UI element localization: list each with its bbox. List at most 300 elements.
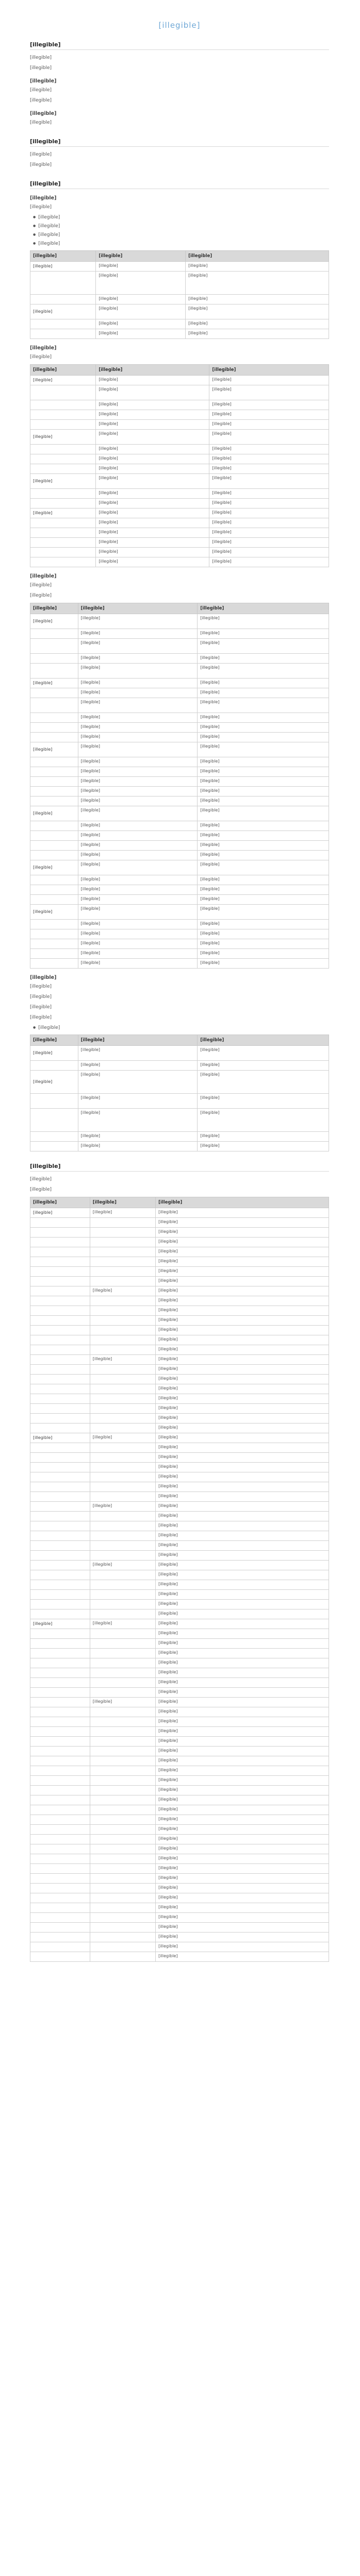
table-cell	[30, 410, 96, 420]
table-cell	[30, 1580, 90, 1590]
table-cell	[30, 1355, 90, 1365]
table-cell: [illegible]	[90, 1619, 155, 1629]
table-cell	[90, 1541, 155, 1551]
table-cell: [illegible]	[198, 885, 329, 895]
table-row	[30, 1649, 329, 1658]
table-cell: [illegible]	[156, 1414, 329, 1423]
table-cell: [illegible]	[156, 1394, 329, 1404]
paragraph: [illegible]	[30, 1015, 52, 1020]
table-row	[30, 723, 329, 733]
table-cell: [illegible]	[30, 679, 78, 688]
bullet-item: ● [illegible]	[33, 240, 329, 247]
table-cell	[30, 1717, 90, 1727]
table-cell	[30, 1707, 90, 1717]
table-cell: [illegible]	[186, 304, 329, 319]
table-cell	[30, 538, 96, 548]
section-heading: [illegible]	[30, 180, 329, 189]
table-cell: [illegible]	[156, 1844, 329, 1854]
table-cell: [illegible]	[156, 1923, 329, 1933]
table-row	[30, 1756, 329, 1766]
table-row	[30, 1375, 329, 1384]
table-row	[30, 1521, 329, 1531]
table-cell: [illegible]	[96, 295, 186, 304]
table-row	[30, 376, 329, 385]
table-cell	[30, 920, 78, 929]
table-cell	[90, 1316, 155, 1326]
table-cell: [illegible]	[156, 1531, 329, 1541]
table-cell	[30, 777, 78, 787]
table-cell	[30, 1394, 90, 1404]
table-cell: [illegible]	[96, 538, 209, 548]
table-cell: [illegible]	[156, 1365, 329, 1375]
table-cell: [illegible]	[209, 376, 329, 385]
table-row	[30, 1590, 329, 1600]
table-cell: [illegible]	[96, 557, 209, 567]
table-cell: [illegible]	[78, 688, 198, 698]
table-row	[30, 272, 329, 295]
paragraph: [illegible]	[30, 984, 52, 989]
table-cell	[90, 1923, 155, 1933]
table-cell	[90, 1609, 155, 1619]
table-cell: [illegible]	[198, 831, 329, 841]
table-cell: [illegible]	[30, 262, 96, 272]
table-cell: [illegible]	[186, 262, 329, 272]
table-cell: [illegible]	[90, 1355, 155, 1365]
table-row	[30, 1384, 329, 1394]
table-row	[30, 1600, 329, 1609]
table-cell	[90, 1893, 155, 1903]
table-row	[30, 548, 329, 557]
column-header: [illegible]	[156, 1197, 329, 1208]
table-row	[30, 860, 329, 875]
table-cell: [illegible]	[209, 464, 329, 474]
table-row	[30, 679, 329, 688]
table-cell: [illegible]	[156, 1296, 329, 1306]
table-cell	[90, 1913, 155, 1923]
table-row	[30, 1443, 329, 1453]
table-cell: [illegible]	[198, 654, 329, 664]
table-row	[30, 1482, 329, 1492]
table-cell: [illegible]	[156, 1933, 329, 1942]
table-row	[30, 1345, 329, 1355]
paragraph: [illegible]	[30, 98, 52, 103]
table-cell: [illegible]	[198, 777, 329, 787]
table-cell: [illegible]	[156, 1864, 329, 1874]
table-cell	[30, 1600, 90, 1609]
table-cell: [illegible]	[78, 939, 198, 949]
table-cell: [illegible]	[30, 1071, 78, 1094]
table-row	[30, 1717, 329, 1727]
table-cell	[30, 489, 96, 499]
table-row	[30, 557, 329, 567]
table-row	[30, 518, 329, 528]
table-cell: [illegible]	[156, 1208, 329, 1218]
table-cell	[90, 1884, 155, 1893]
subheading: [illegible]	[30, 345, 57, 351]
table-cell: [illegible]	[78, 1132, 198, 1142]
table-cell	[30, 319, 96, 329]
table-cell: [illegible]	[156, 1502, 329, 1512]
table-row	[30, 509, 329, 518]
table-cell: [illegible]	[96, 528, 209, 538]
table-cell: [illegible]	[156, 1463, 329, 1472]
column-header: [illegible]	[96, 251, 186, 262]
table-row	[30, 1061, 329, 1071]
table-row	[30, 1267, 329, 1277]
table-cell	[30, 1678, 90, 1688]
table-cell	[30, 1453, 90, 1463]
table-cell: [illegible]	[96, 262, 186, 272]
table-cell: [illegible]	[78, 742, 198, 757]
table-row	[30, 1335, 329, 1345]
paragraph: [illegible]	[30, 1005, 52, 1010]
table-cell	[90, 1737, 155, 1747]
table-row	[30, 831, 329, 841]
data-table	[30, 603, 329, 969]
table-cell: [illegible]	[198, 841, 329, 851]
paragraph: [illegible]	[30, 1177, 52, 1182]
table-cell	[90, 1394, 155, 1404]
section	[30, 1163, 329, 1962]
table-row	[30, 1286, 329, 1296]
table-cell: [illegible]	[156, 1316, 329, 1326]
table-cell	[90, 1903, 155, 1913]
table-cell	[90, 1482, 155, 1492]
table-cell: [illegible]	[209, 430, 329, 445]
table-cell	[30, 821, 78, 831]
table-cell	[30, 1482, 90, 1492]
table-row	[30, 698, 329, 713]
table-cell: [illegible]	[156, 1747, 329, 1756]
table-cell	[30, 1952, 90, 1962]
table-cell	[30, 1756, 90, 1766]
table-row	[30, 489, 329, 499]
table-row	[30, 1639, 329, 1649]
table-cell: [illegible]	[198, 1046, 329, 1061]
table-cell	[30, 1335, 90, 1345]
table-cell: [illegible]	[186, 329, 329, 339]
section-heading: [illegible]	[30, 138, 329, 147]
table-row	[30, 1512, 329, 1521]
table-row	[30, 1844, 329, 1854]
table-cell: [illegible]	[96, 329, 186, 339]
table-cell: [illegible]	[78, 875, 198, 885]
table-cell: [illegible]	[90, 1698, 155, 1707]
table-cell	[30, 1776, 90, 1786]
table-cell	[90, 1756, 155, 1766]
table-cell: [illegible]	[78, 664, 198, 679]
subheading: [illegible]	[30, 111, 57, 116]
table-cell	[30, 1825, 90, 1835]
table-cell	[30, 929, 78, 939]
table-cell: [illegible]	[156, 1600, 329, 1609]
table-cell: [illegible]	[156, 1512, 329, 1521]
table-cell	[30, 1795, 90, 1805]
table-cell: [illegible]	[78, 723, 198, 733]
table-header-row	[30, 365, 329, 376]
table-cell	[30, 1521, 90, 1531]
table-cell: [illegible]	[209, 445, 329, 454]
table-cell: [illegible]	[90, 1433, 155, 1443]
table-cell	[30, 1132, 78, 1142]
table-cell	[90, 1512, 155, 1521]
table-cell	[90, 1649, 155, 1658]
table-cell	[30, 1854, 90, 1864]
table-row	[30, 1658, 329, 1668]
table-cell	[30, 698, 78, 713]
table-cell: [illegible]	[209, 385, 329, 400]
table-row	[30, 1903, 329, 1913]
paragraph: [illegible]	[30, 162, 52, 167]
table-row	[30, 1835, 329, 1844]
table-row	[30, 1776, 329, 1786]
table-cell: [illegible]	[198, 821, 329, 831]
table-cell	[30, 1786, 90, 1795]
table-header-row	[30, 251, 329, 262]
table-cell	[30, 1923, 90, 1933]
table-cell	[90, 1472, 155, 1482]
column-header: [illegible]	[30, 251, 96, 262]
table-cell: [illegible]	[209, 509, 329, 518]
data-table	[30, 1035, 329, 1151]
paragraph: [illegible]	[30, 994, 52, 999]
table-row	[30, 1394, 329, 1404]
table-cell	[30, 1884, 90, 1893]
table-cell: [illegible]	[78, 777, 198, 787]
table-cell: [illegible]	[78, 905, 198, 920]
table-row	[30, 688, 329, 698]
table-cell: [illegible]	[198, 796, 329, 806]
table-row	[30, 959, 329, 969]
table-cell: [illegible]	[78, 806, 198, 821]
table-cell	[30, 1345, 90, 1355]
table-cell	[90, 1942, 155, 1952]
table-cell	[90, 1238, 155, 1247]
table-row	[30, 1132, 329, 1142]
table-row	[30, 1257, 329, 1267]
table-cell: [illegible]	[30, 1619, 90, 1629]
table-cell: [illegible]	[96, 304, 186, 319]
table-cell	[30, 1228, 90, 1238]
table-cell: [illegible]	[209, 454, 329, 464]
table-row	[30, 1884, 329, 1893]
table-cell: [illegible]	[78, 629, 198, 639]
table-cell	[90, 1365, 155, 1375]
table-cell: [illegible]	[90, 1208, 155, 1218]
table-row	[30, 400, 329, 410]
table-cell: [illegible]	[209, 410, 329, 420]
table-cell: [illegible]	[156, 1384, 329, 1394]
table-cell: [illegible]	[198, 1132, 329, 1142]
table-cell: [illegible]	[78, 920, 198, 929]
table-row	[30, 1864, 329, 1874]
table-row	[30, 1541, 329, 1551]
table-cell	[90, 1727, 155, 1737]
table-cell	[30, 445, 96, 454]
table-cell: [illegible]	[156, 1903, 329, 1913]
table-cell: [illegible]	[156, 1795, 329, 1805]
table-cell: [illegible]	[209, 548, 329, 557]
table-cell: [illegible]	[156, 1326, 329, 1335]
table-cell	[30, 1698, 90, 1707]
table-cell	[90, 1335, 155, 1345]
table-row	[30, 1874, 329, 1884]
table-cell	[30, 1296, 90, 1306]
table-cell: [illegible]	[156, 1218, 329, 1228]
table-row	[30, 939, 329, 949]
table-cell: [illegible]	[96, 509, 209, 518]
table-cell: [illegible]	[198, 929, 329, 939]
table-row	[30, 885, 329, 895]
table-cell: [illegible]	[96, 499, 209, 509]
table-row	[30, 875, 329, 885]
table-cell: [illegible]	[198, 614, 329, 629]
table-cell: [illegible]	[209, 474, 329, 489]
table-cell: [illegible]	[78, 1142, 198, 1151]
table-row	[30, 1355, 329, 1365]
table-cell	[30, 664, 78, 679]
table-cell	[30, 420, 96, 430]
table-cell: [illegible]	[30, 1208, 90, 1218]
table-cell	[30, 1443, 90, 1453]
table-cell: [illegible]	[156, 1707, 329, 1717]
table-cell	[30, 1238, 90, 1247]
table-cell: [illegible]	[156, 1423, 329, 1433]
table-cell: [illegible]	[78, 757, 198, 767]
table-cell	[30, 1492, 90, 1502]
table-cell	[90, 1600, 155, 1609]
table-cell	[30, 528, 96, 538]
table-cell: [illegible]	[198, 860, 329, 875]
table-cell: [illegible]	[156, 1590, 329, 1600]
table-cell	[30, 757, 78, 767]
table-cell: [illegible]	[96, 464, 209, 474]
table-cell: [illegible]	[198, 875, 329, 885]
table-cell: [illegible]	[78, 679, 198, 688]
table-cell: [illegible]	[198, 713, 329, 723]
paragraph: [illegible]	[30, 55, 52, 60]
table-cell	[30, 1570, 90, 1580]
table-row	[30, 806, 329, 821]
table-cell: [illegible]	[156, 1913, 329, 1923]
table-header-row	[30, 1197, 329, 1208]
section	[30, 41, 329, 127]
table-cell: [illegible]	[156, 1561, 329, 1570]
table-cell	[30, 1286, 90, 1296]
table-cell	[30, 1257, 90, 1267]
table-cell: [illegible]	[78, 949, 198, 959]
table-cell	[30, 1815, 90, 1825]
table-cell	[30, 1639, 90, 1649]
table-cell	[30, 1267, 90, 1277]
table-cell	[90, 1952, 155, 1962]
table-row	[30, 1707, 329, 1717]
paragraph: [illegible]	[30, 354, 52, 360]
table-row	[30, 464, 329, 474]
table-cell	[30, 1668, 90, 1678]
table-row	[30, 1609, 329, 1619]
table-cell	[30, 329, 96, 339]
table-cell	[90, 1218, 155, 1228]
table-cell	[30, 959, 78, 969]
section	[30, 180, 329, 1151]
table-row	[30, 629, 329, 639]
table-cell	[30, 1844, 90, 1854]
table-cell	[30, 548, 96, 557]
table-cell	[90, 1854, 155, 1864]
table-cell: [illegible]	[156, 1277, 329, 1286]
table-cell	[90, 1492, 155, 1502]
table-cell: [illegible]	[96, 319, 186, 329]
bullet-item: ● [illegible]	[33, 214, 329, 221]
table-cell	[90, 1658, 155, 1668]
table-cell: [illegible]	[78, 654, 198, 664]
table-cell	[30, 796, 78, 806]
table-cell	[30, 1864, 90, 1874]
table-cell	[90, 1228, 155, 1238]
table-cell	[90, 1580, 155, 1590]
table-cell	[90, 1815, 155, 1825]
table-cell: [illegible]	[156, 1766, 329, 1776]
table-cell: [illegible]	[156, 1854, 329, 1864]
table-row	[30, 319, 329, 329]
table-row	[30, 385, 329, 400]
table-cell	[30, 885, 78, 895]
table-row	[30, 1893, 329, 1903]
table-cell: [illegible]	[156, 1805, 329, 1815]
table-row	[30, 796, 329, 806]
table-cell	[30, 464, 96, 474]
table-row	[30, 1580, 329, 1590]
table-cell: [illegible]	[156, 1874, 329, 1884]
table-row	[30, 1502, 329, 1512]
table-cell	[30, 1835, 90, 1844]
table-cell: [illegible]	[198, 664, 329, 679]
table-cell	[30, 1384, 90, 1394]
table-cell	[90, 1825, 155, 1835]
table-row	[30, 1629, 329, 1639]
table-cell	[90, 1375, 155, 1384]
table-cell: [illegible]	[156, 1580, 329, 1590]
table-cell: [illegible]	[78, 767, 198, 777]
table-row	[30, 1678, 329, 1688]
table-cell: [illegible]	[30, 304, 96, 319]
table-row	[30, 1463, 329, 1472]
table-cell: [illegible]	[156, 1825, 329, 1835]
table-cell: [illegible]	[30, 430, 96, 445]
table-cell: [illegible]	[96, 420, 209, 430]
table-cell	[90, 1306, 155, 1316]
table-cell: [illegible]	[156, 1893, 329, 1903]
table-row	[30, 1365, 329, 1375]
table-cell: [illegible]	[156, 1649, 329, 1658]
table-cell: [illegible]	[156, 1639, 329, 1649]
table-row	[30, 742, 329, 757]
table-row	[30, 851, 329, 860]
table-cell: [illegible]	[30, 806, 78, 821]
column-header: [illegible]	[90, 1197, 155, 1208]
table-cell: [illegible]	[198, 920, 329, 929]
table-cell: [illegible]	[156, 1472, 329, 1482]
table-cell: [illegible]	[156, 1756, 329, 1766]
table-row	[30, 1805, 329, 1815]
table-cell	[90, 1384, 155, 1394]
column-header: [illegible]	[198, 603, 329, 614]
table-header-row	[30, 1035, 329, 1046]
table-cell: [illegible]	[96, 272, 186, 295]
table-cell	[30, 1688, 90, 1698]
table-cell: [illegible]	[156, 1570, 329, 1580]
